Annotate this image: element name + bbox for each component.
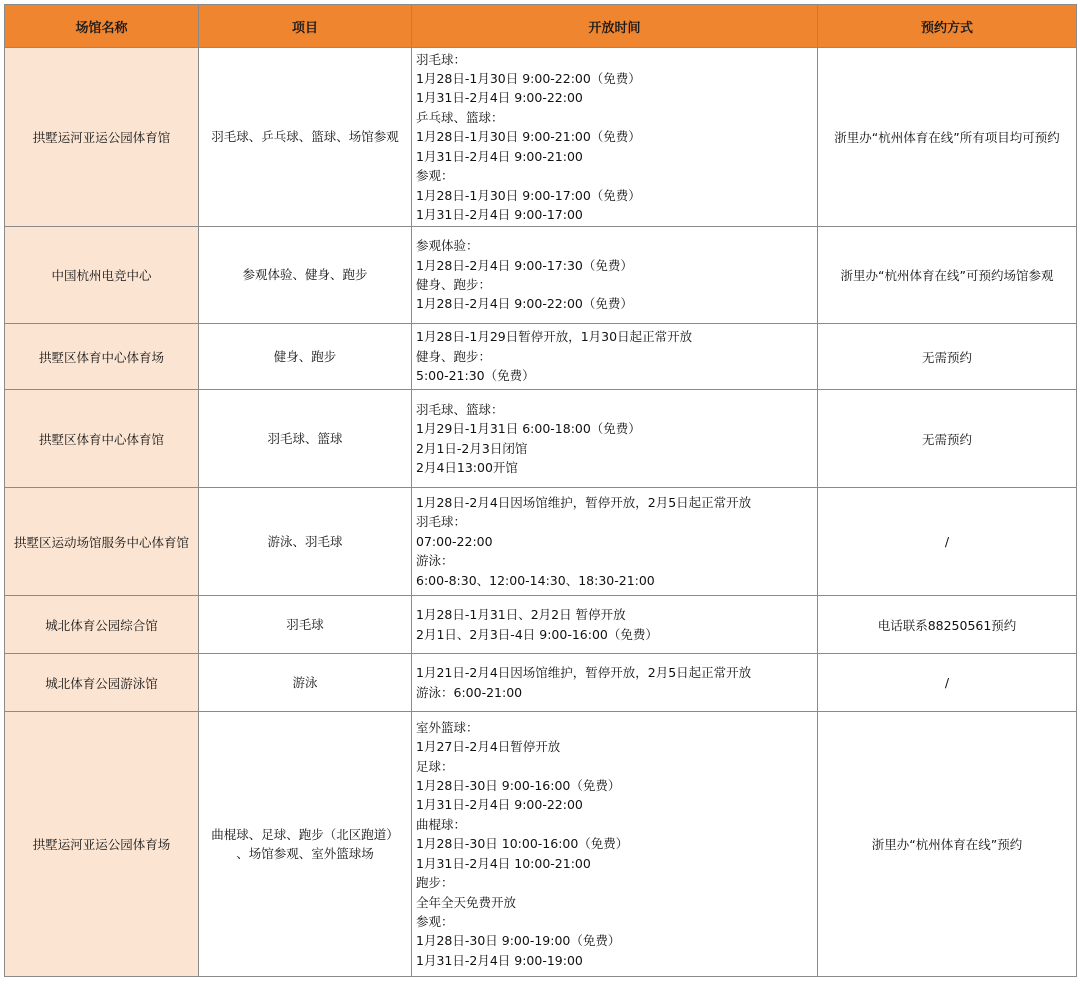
booking-method: 电话联系88250561预约 bbox=[818, 596, 1077, 654]
booking-method: / bbox=[818, 654, 1077, 712]
open-time-line: 1月28日-30日 9:00-16:00（免费） bbox=[416, 778, 621, 794]
open-time-line: 1月28日-30日 9:00-19:00（免费） bbox=[416, 933, 621, 949]
open-time-line: 07:00-22:00 bbox=[416, 533, 493, 549]
project-cell bbox=[199, 324, 412, 390]
header-row bbox=[5, 5, 1077, 48]
open-time-line: 羽毛球： bbox=[416, 51, 467, 67]
open-time-line: 6:00-8:30、12:00-14:30、18:30-21:00 bbox=[416, 572, 655, 588]
booking-method: / bbox=[818, 488, 1077, 596]
open-time-line: 健身、跑步： bbox=[416, 348, 492, 364]
booking-method: 浙里办“杭州体育在线”预约 bbox=[818, 712, 1077, 977]
open-time-line: 1月28日-2月4日因场馆维护，暂停开放，2月5日起正常开放 bbox=[416, 494, 752, 510]
open-time-line: 参观： bbox=[416, 168, 454, 184]
venue-name: 拱墅区体育中心体育馆 bbox=[5, 390, 199, 488]
open-time-cell bbox=[412, 227, 818, 324]
table-row bbox=[5, 227, 1077, 324]
project-line: 羽毛球、篮球 bbox=[267, 430, 343, 446]
table-body bbox=[5, 48, 1077, 977]
open-time-line: 乒乓球、篮球： bbox=[416, 109, 504, 125]
open-time-line: 羽毛球： bbox=[416, 514, 467, 530]
open-time-line: 1月28日-1月30日 9:00-21:00（免费） bbox=[416, 129, 641, 145]
open-time-line: 游泳： bbox=[416, 553, 454, 569]
venue-name: 拱墅运河亚运公园体育馆 bbox=[5, 48, 199, 227]
table-row bbox=[5, 596, 1077, 654]
open-time-cell bbox=[412, 488, 818, 596]
venue-name: 拱墅区运动场馆服务中心体育馆 bbox=[5, 488, 199, 596]
table-row bbox=[5, 324, 1077, 390]
open-time-line: 1月28日-1月29日暂停开放，1月30日起正常开放 bbox=[416, 329, 693, 345]
booking-method: 无需预约 bbox=[818, 390, 1077, 488]
open-time-line: 5:00-21:30（免费） bbox=[416, 368, 535, 384]
open-time-line: 1月28日-2月4日 9:00-22:00（免费） bbox=[416, 296, 633, 312]
project-cell bbox=[199, 390, 412, 488]
venue-schedule-table bbox=[4, 4, 1077, 977]
open-time-cell bbox=[412, 390, 818, 488]
table-row bbox=[5, 48, 1077, 227]
table-row bbox=[5, 488, 1077, 596]
open-time-line: 1月28日-2月4日 9:00-17:30（免费） bbox=[416, 257, 633, 273]
header-venue-name: 场馆名称 bbox=[5, 5, 199, 48]
open-time-line: 游泳：6:00-21:00 bbox=[416, 684, 523, 700]
open-time-line: 1月28日-1月30日 9:00-17:00（免费） bbox=[416, 187, 641, 203]
open-time-line: 1月31日-2月4日 10:00-21:00 bbox=[416, 855, 591, 871]
header-booking-method: 预约方式 bbox=[818, 5, 1077, 48]
open-time-line: 1月28日-1月30日 9:00-22:00（免费） bbox=[416, 71, 641, 87]
open-time-cell bbox=[412, 324, 818, 390]
open-time-line: 2月4日13:00开馆 bbox=[416, 459, 518, 475]
project-line: 游泳、羽毛球 bbox=[267, 533, 343, 549]
open-time-cell bbox=[412, 654, 818, 712]
project-cell bbox=[199, 596, 412, 654]
open-time-line: 健身、跑步： bbox=[416, 277, 492, 292]
header-project: 项目 bbox=[199, 5, 412, 48]
header-open-time: 开放时间 bbox=[412, 5, 818, 48]
open-time-line: 参观体验： bbox=[416, 238, 479, 254]
project-cell bbox=[199, 654, 412, 712]
project-cell bbox=[199, 488, 412, 596]
table-row bbox=[5, 712, 1077, 977]
project-line: 参观体验、健身、跑步 bbox=[242, 267, 368, 283]
booking-method: 无需预约 bbox=[818, 324, 1077, 390]
open-time-line: 1月27日-2月4日暂停开放 bbox=[416, 739, 561, 755]
table-row bbox=[5, 390, 1077, 488]
open-time-line: 1月31日-2月4日 9:00-22:00 bbox=[416, 90, 583, 106]
open-time-line: 1月21日-2月4日因场馆维护，暂停开放，2月5日起正常开放 bbox=[416, 665, 752, 681]
open-time-cell bbox=[412, 712, 818, 977]
open-time-line: 2月1日、2月3日-4日 9:00-16:00（免费） bbox=[416, 626, 658, 642]
venue-name: 城北体育公园综合馆 bbox=[5, 596, 199, 654]
open-time-line: 1月28日-1月31日、2月2日 暂停开放 bbox=[416, 607, 626, 623]
open-time-line: 1月31日-2月4日 9:00-19:00 bbox=[416, 952, 583, 968]
project-line: 羽毛球、乒乓球、篮球、场馆参观 bbox=[211, 129, 399, 145]
open-time-line: 羽毛球、篮球： bbox=[416, 401, 504, 417]
table-row bbox=[5, 654, 1077, 712]
open-time-line: 跑步： bbox=[416, 875, 454, 891]
open-time-line: 1月31日-2月4日 9:00-21:00 bbox=[416, 148, 583, 164]
open-time-line: 曲棍球： bbox=[416, 816, 467, 832]
venue-name: 中国杭州电竞中心 bbox=[5, 227, 199, 324]
project-line: 游泳 bbox=[292, 674, 318, 690]
open-time-cell bbox=[412, 596, 818, 654]
venue-name: 拱墅运河亚运公园体育场 bbox=[5, 712, 199, 977]
open-time-line: 1月29日-1月31日 6:00-18:00（免费） bbox=[416, 421, 641, 437]
project-line: 健身、跑步 bbox=[273, 348, 337, 364]
project-cell bbox=[199, 48, 412, 227]
venue-name: 城北体育公园游泳馆 bbox=[5, 654, 199, 712]
project-cell bbox=[199, 712, 412, 977]
open-time-line: 足球： bbox=[416, 758, 454, 774]
booking-method: 浙里办“杭州体育在线”所有项目均可预约 bbox=[818, 48, 1077, 227]
open-time-line: 1月31日-2月4日 9:00-22:00 bbox=[416, 797, 583, 813]
project-line: 曲棍球、足球、跑步（北区跑道） bbox=[211, 826, 399, 842]
open-time-cell bbox=[412, 48, 818, 227]
open-time-line: 参观： bbox=[416, 913, 454, 929]
booking-method: 浙里办“杭州体育在线”可预约场馆参观 bbox=[818, 227, 1077, 324]
project-line: 羽毛球 bbox=[286, 616, 324, 632]
open-time-line: 全年全天免费开放 bbox=[416, 894, 517, 910]
open-time-line: 室外篮球： bbox=[416, 719, 479, 735]
open-time-line: 1月31日-2月4日 9:00-17:00 bbox=[416, 206, 583, 222]
open-time-line: 2月1日-2月3日闭馆 bbox=[416, 440, 528, 456]
venue-schedule-sheet bbox=[4, 4, 1077, 977]
project-line: 、场馆参观、室外篮球场 bbox=[236, 846, 374, 861]
project-cell bbox=[199, 227, 412, 324]
open-time-line: 1月28日-30日 10:00-16:00（免费） bbox=[416, 836, 629, 852]
venue-name: 拱墅区体育中心体育场 bbox=[5, 324, 199, 390]
